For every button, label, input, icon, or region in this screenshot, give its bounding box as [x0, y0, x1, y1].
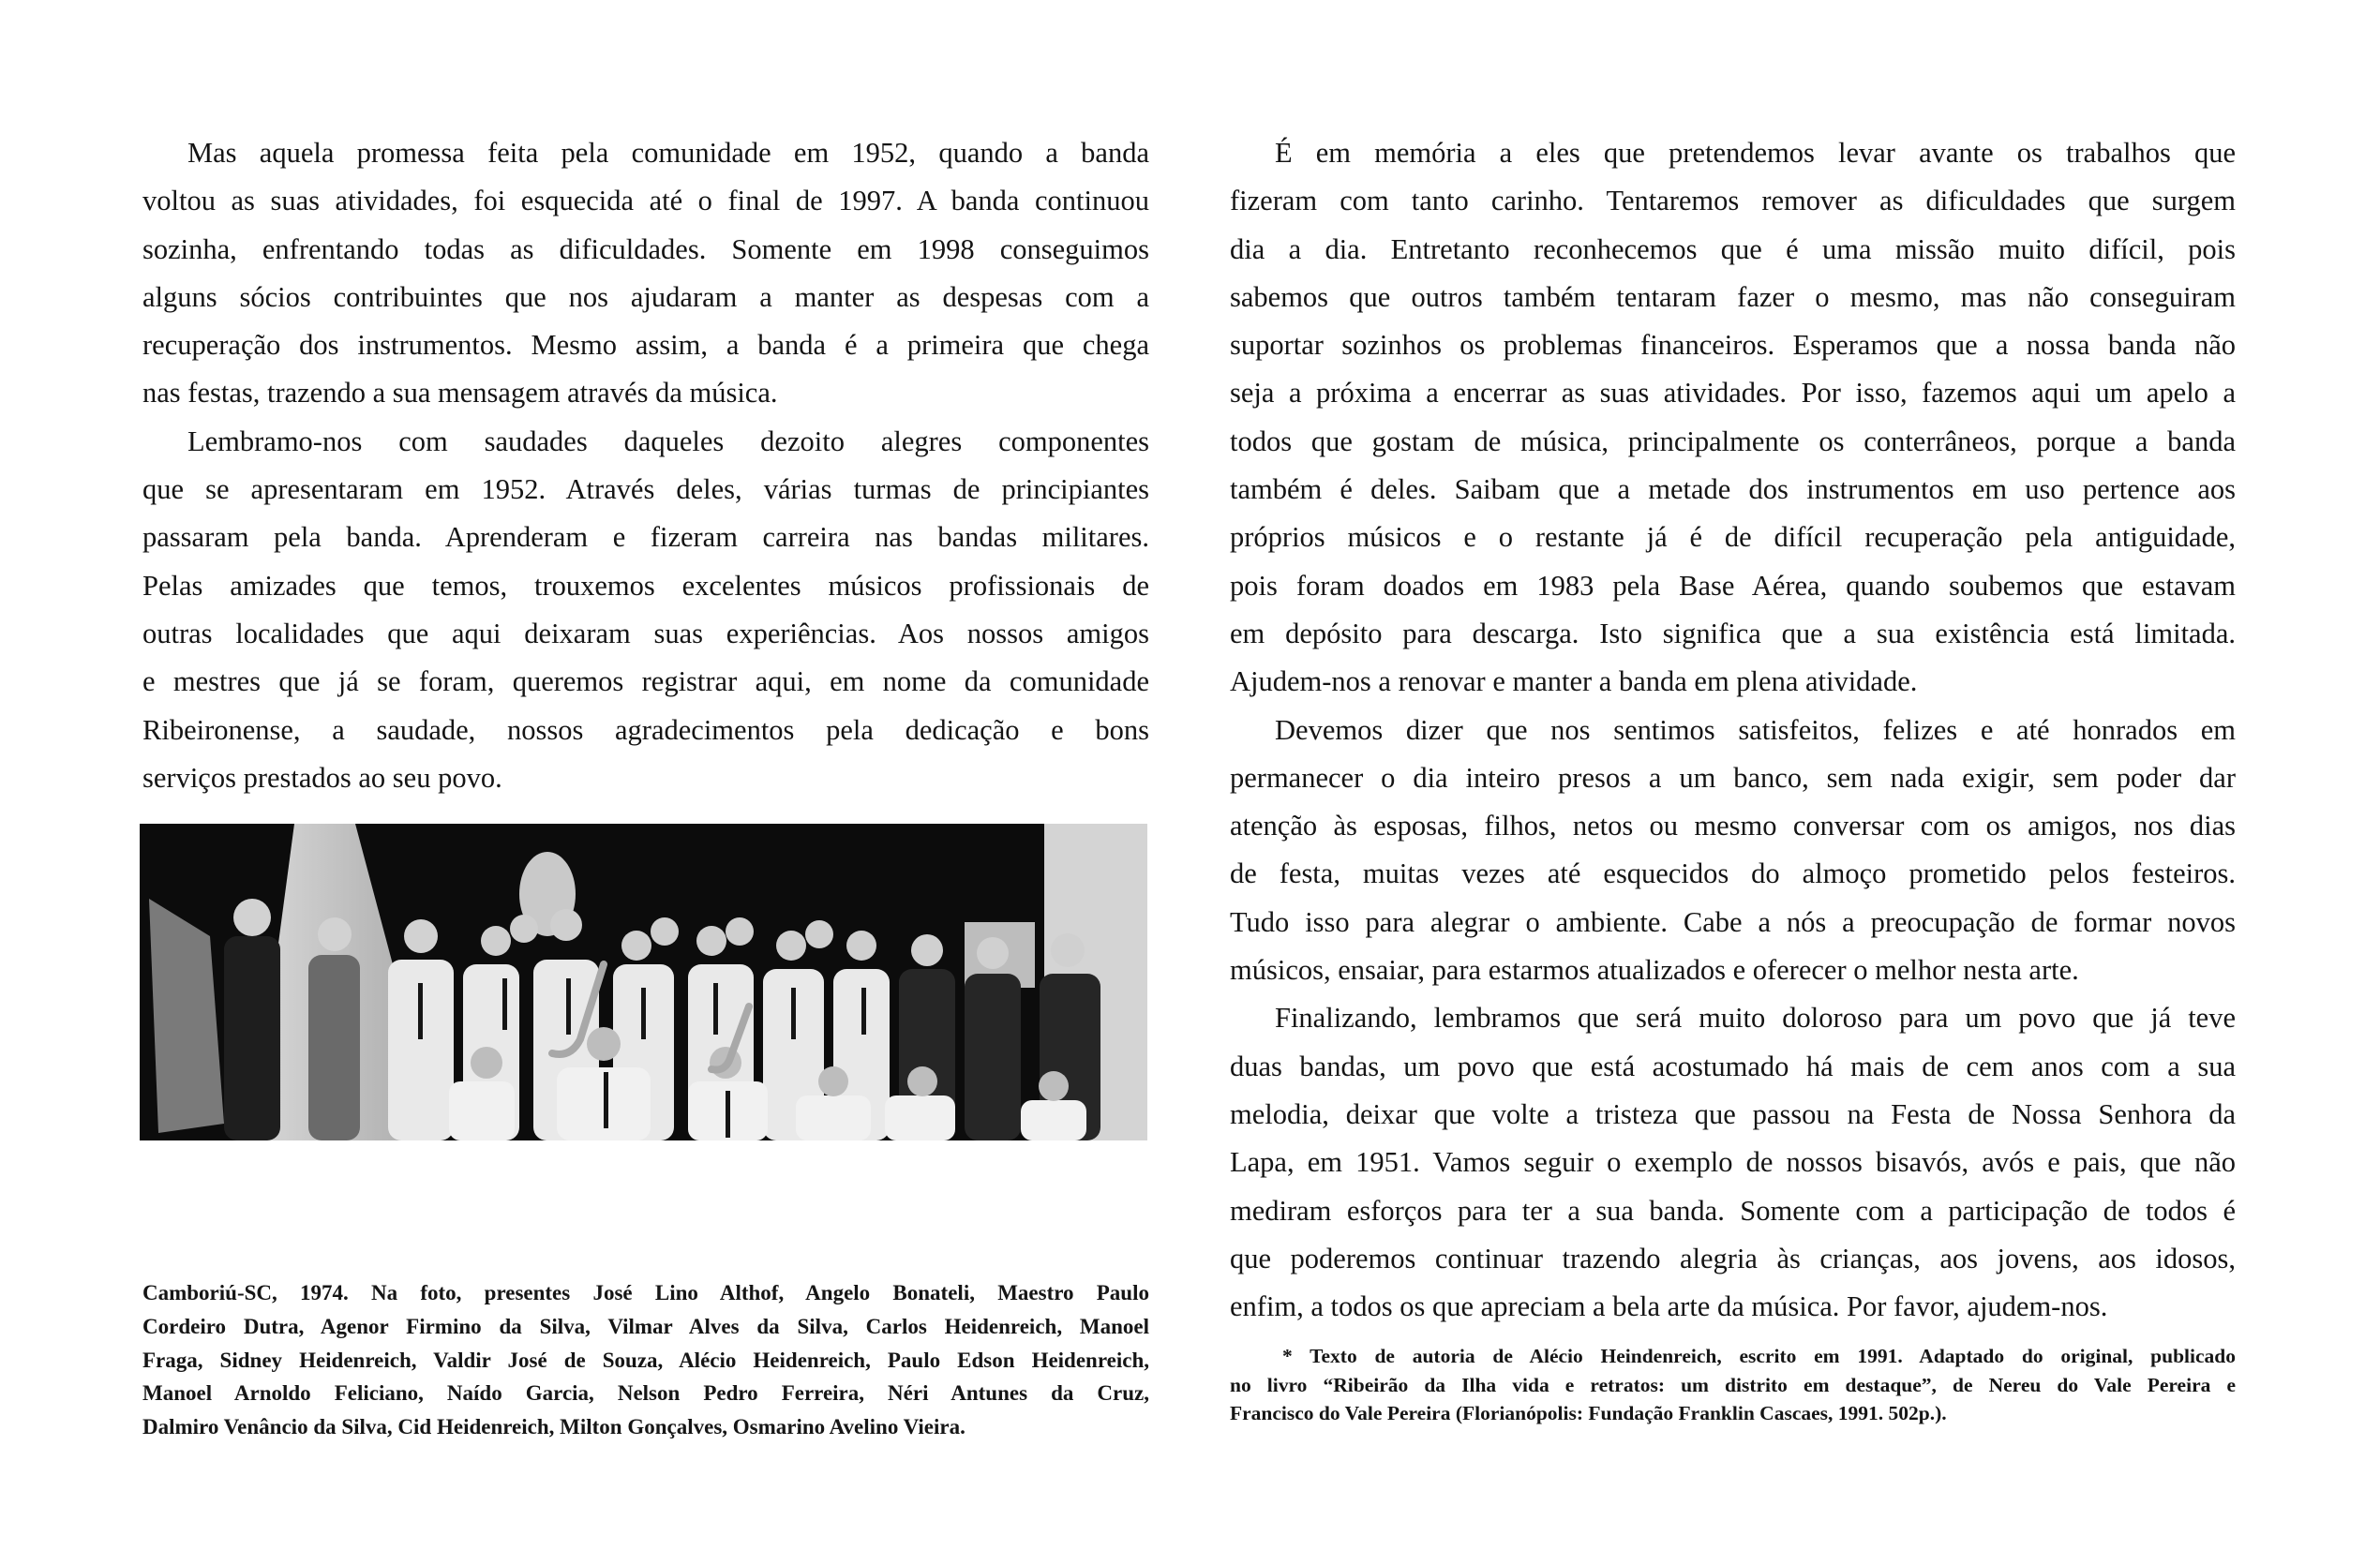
text-line: dia a dia. Entretanto reconhecemos que é uma missão muito difícil, pois	[1230, 232, 2236, 265]
right-column	[1230, 129, 2236, 1331]
caption-line: Dalmiro Venâncio da Silva, Cid Heidenreich, Milton Gonçalves, Osmarino Avelino Vieira.	[142, 1415, 965, 1439]
text-line: todos que gostam de música, principalmente os conterrâneos, porque a banda	[1230, 425, 2236, 457]
text-line: alguns sócios contribuintes que nos ajudaram a manter as despesas com a	[142, 280, 1149, 313]
paragraph	[1230, 707, 2236, 995]
text-line: fizeram com tanto carinho. Tentaremos remover as dificuldades que surgem	[1230, 185, 2236, 217]
text-line: Mas aquela promessa feita pela comunidade em 1952, quando a banda	[187, 137, 1149, 169]
text-line: duas bandas, um povo que está acostumado há mais de cem anos com a sua	[1230, 1050, 2236, 1082]
text-line: outras localidades que aqui deixaram suas experiências. Aos nossos amigos	[142, 617, 1149, 649]
text-line: de festa, muitas vezes até esquecidos do almoço prometido pelos festeiros.	[1230, 857, 2236, 890]
text-line: enfim, a todos os que apreciam a bela arte da música. Por favor, ajudem-nos.	[1230, 1290, 2108, 1323]
paragraph	[1230, 994, 2236, 1331]
text-line: É em memória a eles que pretendemos levar avante os trabalhos que	[1275, 137, 2236, 169]
text-line: nas festas, trazendo a sua mensagem através da música.	[142, 377, 778, 410]
text-line: que se apresentaram em 1952. Através deles, várias turmas de principiantes	[142, 473, 1149, 506]
caption-line: Camboriú-SC, 1974. Na foto, presentes José Lino Althof, Angelo Bonateli, Maestro Paulo	[142, 1281, 1149, 1304]
text-line: sabemos que outros também tentaram fazer o mesmo, mas não conseguiram	[1230, 280, 2236, 313]
text-line: atenção às esposas, filhos, netos ou mesmo conversar com os amigos, nos dias	[1230, 810, 2236, 842]
text-line: passaram pela banda. Aprenderam e fizeram carreira nas bandas militares.	[142, 521, 1149, 554]
text-line: voltou as suas atividades, foi esquecida até o final de 1997. A banda continuou	[142, 185, 1149, 217]
text-line: sozinha, enfrentando todas as dificuldades. Somente em 1998 conseguimos	[142, 232, 1149, 265]
caption-line: Cordeiro Dutra, Agenor Firmino da Silva, Vilmar Alves da Silva, Carlos Heidenreich, Manoel	[142, 1314, 1149, 1338]
caption-line: Manoel Arnoldo Feliciano, Naído Garcia, Nelson Pedro Ferreira, Néri Antunes da Cruz,	[142, 1381, 1149, 1406]
text-line: em depósito para descarga. Isto significa que a sua existência está limitada.	[1230, 617, 2236, 649]
text-line: mediram esforços para ter a sua banda. Somente com a participação de todos é	[1230, 1194, 2236, 1227]
footnote	[1230, 1342, 2236, 1428]
text-line: pois foram doados em 1983 pela Base Aérea, quando soubemos que estavam	[1230, 569, 2236, 602]
text-line: Ribeironense, a saudade, nossos agradecimentos pela dedicação e bons	[142, 713, 1149, 746]
text-line: Tudo isso para alegrar o ambiente. Cabe a nós a preocupação de formar novos	[1230, 905, 2236, 938]
left-column	[142, 129, 1149, 802]
text-line: Pelas amizades que temos, trouxemos excelentes músicos profissionais de	[142, 569, 1149, 602]
text-line: melodia, deixar que volte a tristeza que passou na Festa de Nossa Senhora da	[1230, 1097, 2236, 1130]
text-line: Lapa, em 1951. Vamos seguir o exemplo de nossos bisavós, avós e pais, que não	[1230, 1146, 2236, 1179]
caption-line: Fraga, Sidney Heidenreich, Valdir José de Souza, Alécio Heidenreich, Paulo Edson Heidenreich,	[142, 1348, 1149, 1372]
band-group-photo	[140, 824, 1147, 1140]
text-line: músicos, ensaiar, para estarmos atualizados e oferecer o melhor nesta arte.	[1230, 954, 2079, 987]
text-line: que poderemos continuar trazendo alegria às crianças, aos jovens, aos idosos,	[1230, 1242, 2236, 1274]
paragraph	[1230, 129, 2236, 707]
text-line: Devemos dizer que nos sentimos satisfeitos, felizes e até honrados em	[1275, 713, 2236, 746]
photo-image	[140, 824, 1147, 1140]
paragraph	[142, 129, 1149, 418]
text-line: e mestres que já se foram, queremos registrar aqui, em nome da comunidade	[142, 665, 1149, 698]
footnote-line: no livro “Ribeirão da Ilha vida e retratos: um distrito em destaque”, de Nereu do Vale Pereira e	[1230, 1373, 2236, 1396]
text-line: serviços prestados ao seu povo.	[142, 761, 502, 794]
paragraph	[142, 418, 1149, 802]
text-line: Lembramo-nos com saudades daqueles dezoito alegres componentes	[187, 425, 1149, 457]
text-line: suportar sozinhos os problemas financeiros. Esperamos que a nossa banda não	[1230, 329, 2236, 362]
footnote-line: Francisco do Vale Pereira (Florianópolis: Fundação Franklin Cascaes, 1991. 502p.).	[1230, 1402, 1947, 1424]
text-line: seja a próxima a encerrar as suas atividades. Por isso, fazemos aqui um apelo a	[1230, 377, 2236, 410]
text-line: permanecer o dia inteiro presos a um banco, sem nada exigir, sem poder dar	[1230, 761, 2236, 794]
text-line: recuperação dos instrumentos. Mesmo assim, a banda é a primeira que chega	[142, 329, 1149, 362]
text-line: próprios músicos e o restante já é de difícil recuperação pela antiguidade,	[1230, 521, 2236, 554]
text-line: Finalizando, lembramos que será muito doloroso para um povo que já teve	[1275, 1002, 2236, 1035]
text-line: também é deles. Saibam que a metade dos instrumentos em uso pertence aos	[1230, 473, 2236, 506]
text-line: Ajudem-nos a renovar e manter a banda em plena atividade.	[1230, 665, 1918, 698]
footnote-line: * Texto de autoria de Alécio Heindenreich, escrito em 1991. Adaptado do original, publicado	[1282, 1345, 2236, 1367]
photo-caption	[142, 1276, 1149, 1444]
